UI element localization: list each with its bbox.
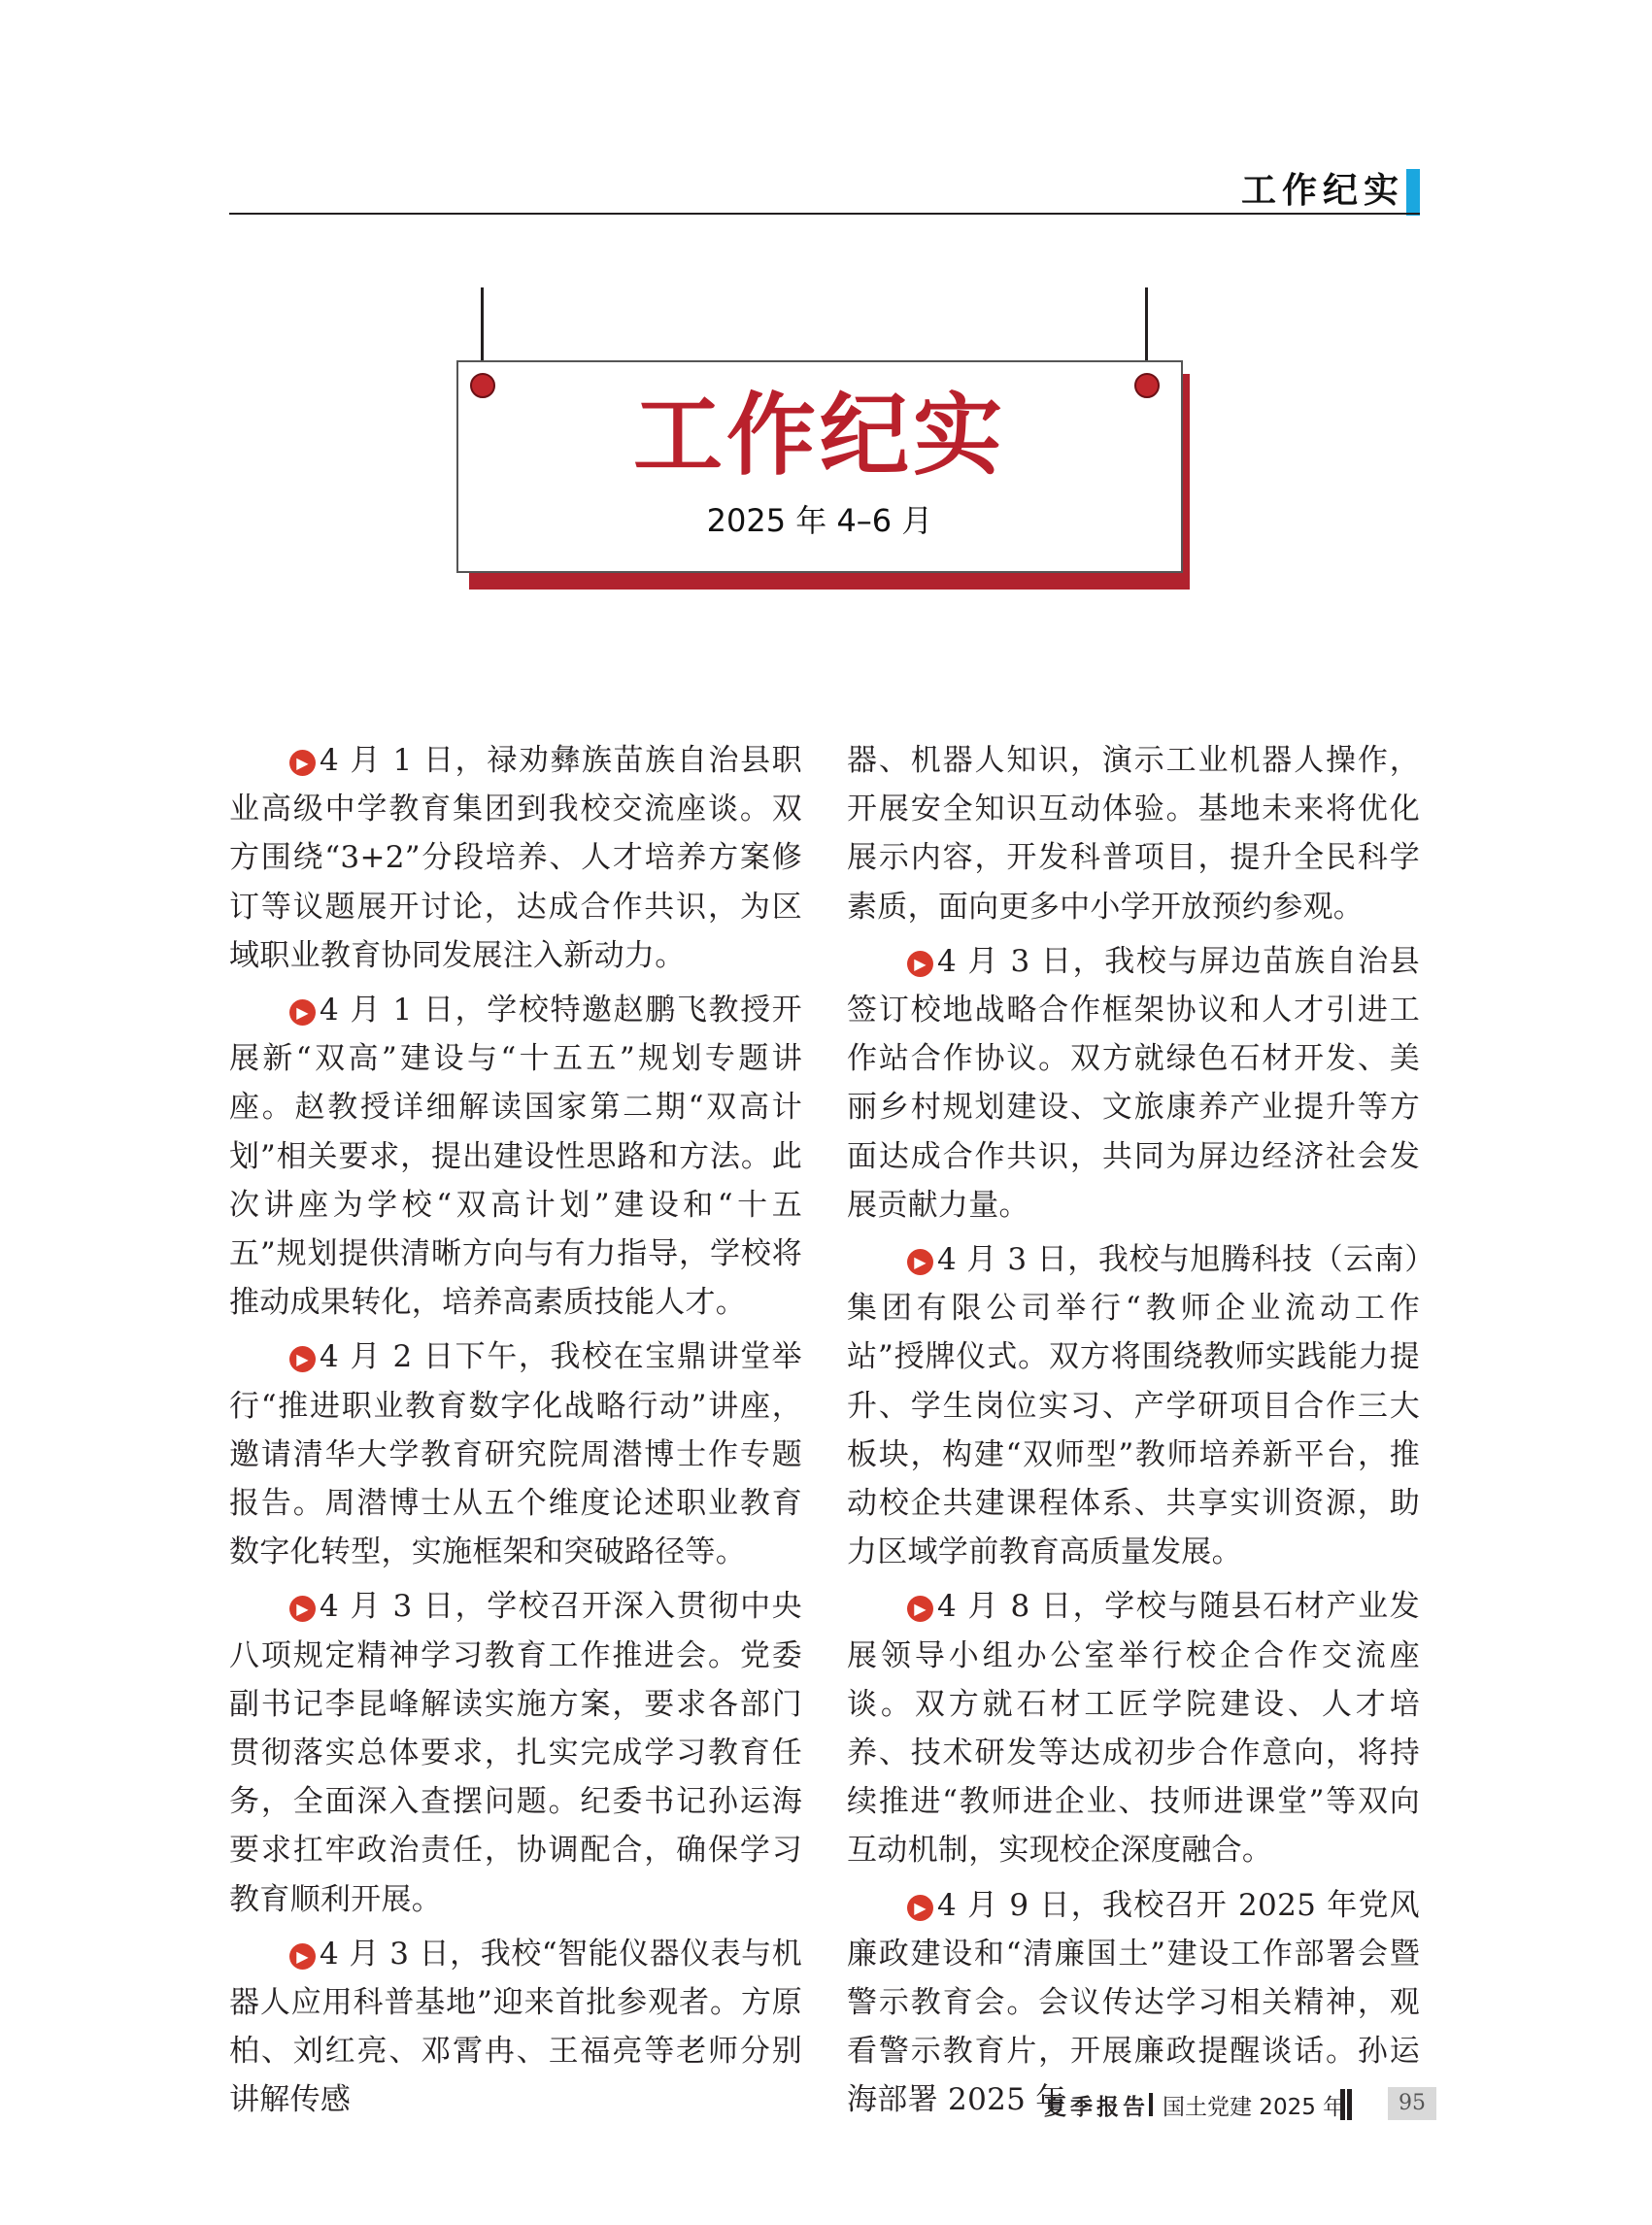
- page-number: 95: [1388, 2087, 1436, 2120]
- footer-magazine: 夏季报告: [1044, 2095, 1149, 2120]
- news-item: [229, 1582, 802, 1923]
- news-item-text: 4 月 3 日，我校与屏边苗族自治县签订校地战略合作框架协议和人才引进工作站合作协议。双方就绿色石材开发、美丽乡村规划建设、文旅康养产业提升等方面达成合作共识，共同为屏边经济社会发展贡献力量。: [847, 943, 1420, 1223]
- news-item-text: 4 月 9 日，我校召开 2025 年党风廉政建设和“清廉国土”建设工作部署会暨警示教育会。会议传达学习相关精神，观看警示教育片，开展廉政提醒谈话。孙运海部署 2025 年: [847, 1887, 1420, 2118]
- sign-title: 工作纪实: [632, 384, 1006, 488]
- title-sign: [456, 360, 1183, 573]
- footer-bars: [1340, 2089, 1352, 2120]
- news-item-text: 4 月 2 日下午，我校在宝鼎讲堂举行“推进职业教育数字化战略行动”讲座，邀请清华大学教育研究院周潜博士作专题报告。周潜博士从五个维度论述职业教育数字化转型，实施框架和突破路径等。: [229, 1339, 802, 1570]
- footer-divider: [1149, 2093, 1153, 2116]
- news-item: [229, 1930, 802, 2125]
- arrow-bullet-icon: ▶: [907, 1249, 933, 1275]
- sign-subtitle: 2025 年 4–6 月: [706, 502, 933, 539]
- arrow-bullet-icon: ▶: [289, 1346, 316, 1372]
- arrow-bullet-icon: ▶: [289, 999, 316, 1026]
- news-item-text: 4 月 3 日，我校“智能仪器仪表与机器人应用科普基地”迎来首批参观者。方原柏、刘红亮、邓霄冉、王福亮等老师分别讲解传感: [229, 1936, 802, 2118]
- right-column: [847, 736, 1420, 2125]
- news-item-text: 4 月 8 日，学校与随县石材产业发展领导小组办公室举行校企合作交流座谈。双方就石材工匠学院建设、人才培养、技术研发等达成初步合作意向，将持续推进“教师进企业、技师进课堂”等双向互动机制，实现校企深度融合。: [847, 1589, 1420, 1869]
- section-header: 工作纪实: [1240, 171, 1404, 211]
- news-item: [229, 736, 802, 980]
- arrow-bullet-icon: ▶: [907, 1895, 933, 1921]
- header-rule: [229, 213, 1420, 215]
- section-header-accent: [1406, 169, 1420, 216]
- news-item-text: 器、机器人知识，演示工业机器人操作，开展安全知识互动体验。基地未来将优化展示内容，开发科普项目，提升全民科学素质，面向更多中小学开放预约参观。: [847, 743, 1420, 925]
- arrow-bullet-icon: ▶: [907, 1596, 933, 1622]
- news-item-text: 4 月 3 日，我校与旭腾科技（云南）集团有限公司举行“教师企业流动工作站”授牌仪式。双方将围绕教师实践能力提升、学生岗位实习、产学研项目合作三大板块，构建“双师型”教师培养新平台，推动校企共建课程体系、共享实训资源，助力区域学前教育高质量发展。: [847, 1242, 1420, 1570]
- left-column: [229, 736, 802, 2125]
- arrow-bullet-icon: ▶: [289, 1596, 316, 1622]
- news-item: [229, 986, 802, 1327]
- news-item-text: 4 月 1 日，禄劝彝族苗族自治县职业高级中学教育集团到我校交流座谈。双方围绕“3+2”分段培养、人才培养方案修订等议题展开讨论，达成合作共识，为区域职业教育协同发展注入新动力。: [229, 743, 802, 973]
- pin-icon: [1134, 373, 1160, 398]
- arrow-bullet-icon: ▶: [289, 750, 316, 776]
- footer-publication: 国土党建 2025 年: [1163, 2095, 1346, 2120]
- pin-icon: [470, 373, 495, 398]
- news-item: [229, 1332, 802, 1576]
- news-item: [847, 736, 1420, 931]
- news-item: [847, 937, 1420, 1230]
- arrow-bullet-icon: ▶: [907, 951, 933, 977]
- news-item: [847, 1582, 1420, 1874]
- news-item: [847, 1235, 1420, 1576]
- news-item-text: 4 月 3 日，学校召开深入贯彻中央八项规定精神学习教育工作推进会。党委副书记李昆峰解读实施方案，要求各部门贯彻落实总体要求，扎实完成学习教育任务，全面深入查摆问题。纪委书记孙运海要求扛牢政治责任，协调配合，确保学习教育顺利开展。: [229, 1589, 802, 1917]
- news-item-text: 4 月 1 日，学校特邀赵鹏飞教授开展新“双高”建设与“十五五”规划专题讲座。赵教授详细解读国家第二期“双高计划”相关要求，提出建设性思路和方法。此次讲座为学校“双高计划”建设和“十五五”规划提供清晰方向与有力指导，学校将推动成果转化，培养高素质技能人才。: [229, 993, 802, 1321]
- arrow-bullet-icon: ▶: [289, 1943, 316, 1970]
